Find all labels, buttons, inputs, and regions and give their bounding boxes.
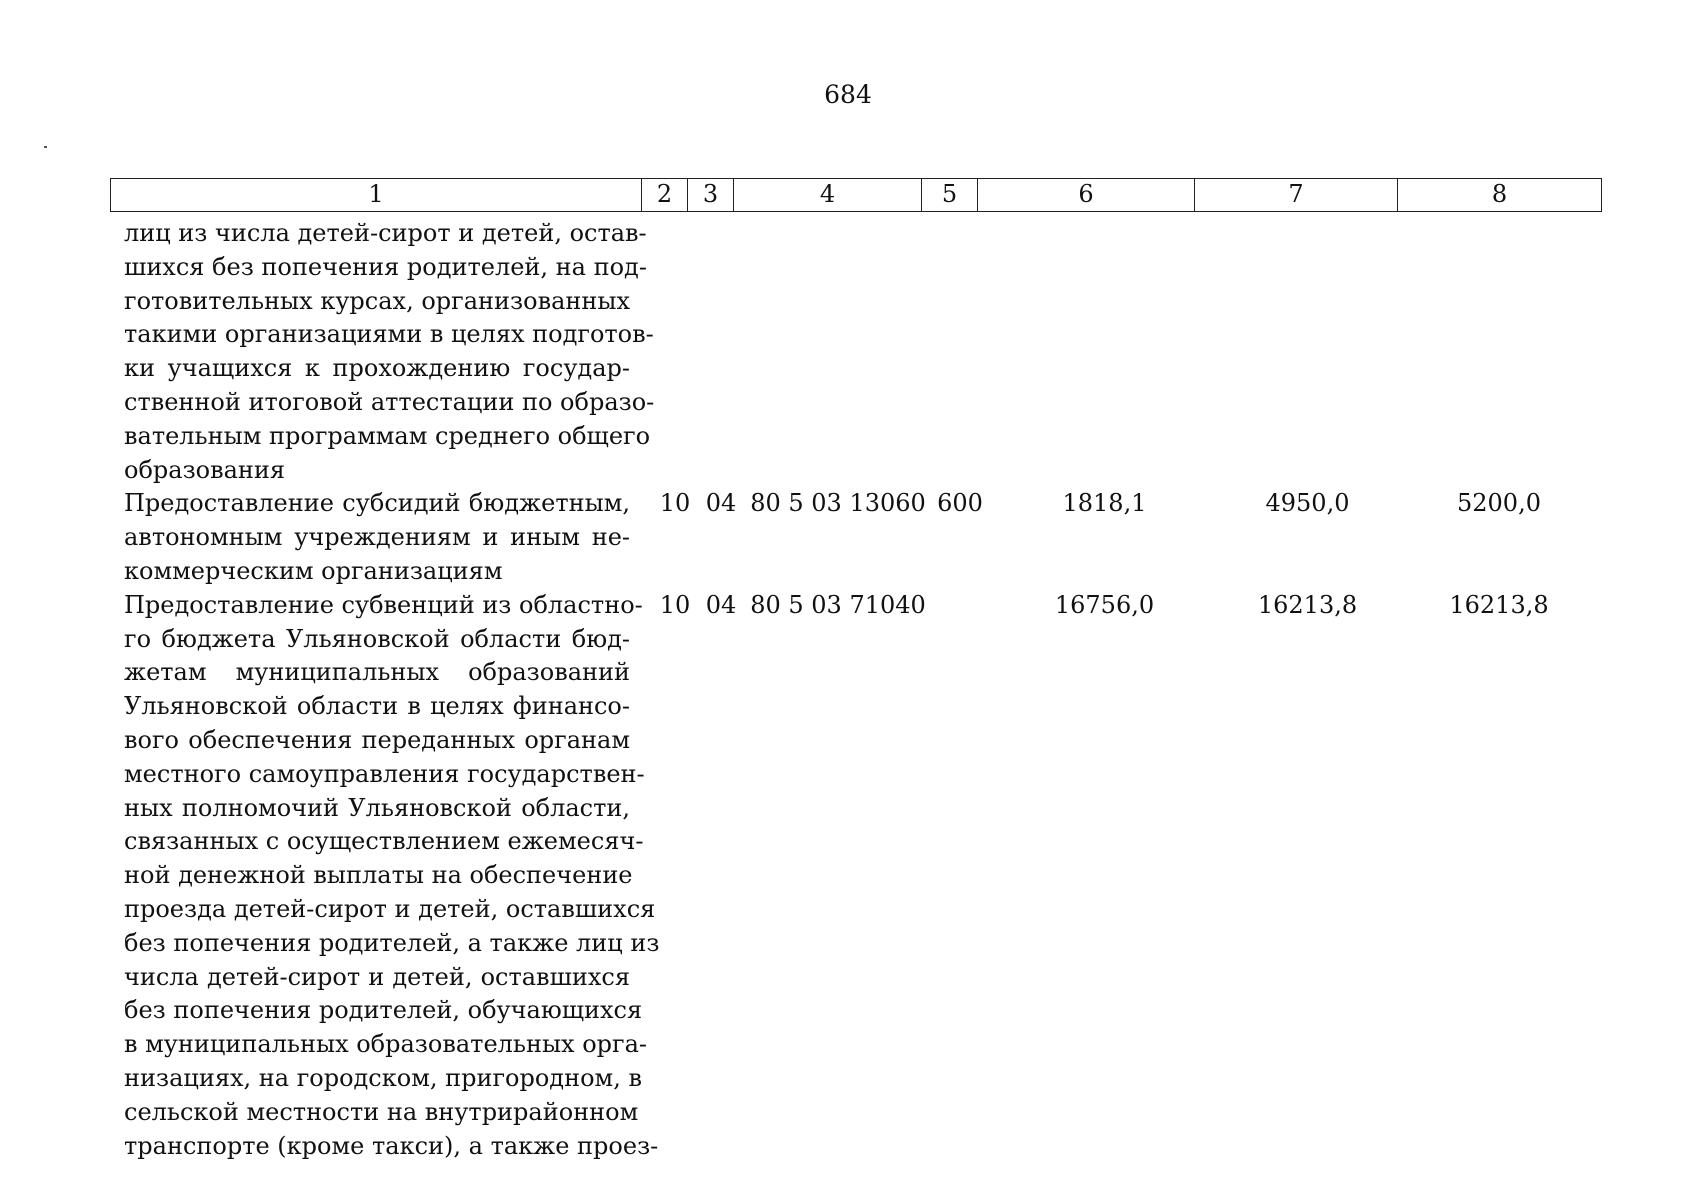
row-description	[124, 589, 660, 1164]
amount-col-6: 16756,0	[1054, 590, 1155, 619]
expense-type-code: 600	[937, 489, 983, 518]
description-line: числа детей-сирот и детей, оставшихся	[124, 962, 630, 991]
description-line: сельской местности на внутрирайонном	[124, 1097, 639, 1126]
row-description	[124, 217, 655, 487]
description-line: связанных с осуществлением ежемесяч-	[124, 827, 644, 856]
description-line: готовительных курсах, организованных	[124, 286, 631, 315]
scan-mark	[44, 146, 47, 148]
description-line: ной денежной выплаты на обеспечение	[124, 861, 633, 890]
amount-col-7: 16213,8	[1257, 590, 1358, 619]
table-row	[124, 589, 1602, 1164]
description-line: го бюджета Ульяновской области бюд-	[124, 624, 630, 653]
section-code: 10	[659, 489, 691, 518]
description-line: такими организациями в целях подготов-	[124, 320, 654, 349]
header-col-7: 7	[1195, 179, 1398, 211]
header-col-5: 5	[922, 179, 978, 211]
header-col-8: 8	[1491, 180, 1508, 208]
description-line: в муниципальных образовательных орга-	[124, 1030, 648, 1059]
target-article-code: 80 5 03 13060	[750, 489, 926, 518]
amount-col-6: 1818,1	[1062, 489, 1147, 518]
description-line: ки учащихся к прохождению государ-	[124, 354, 630, 383]
description-line: коммерческим организациям	[124, 556, 503, 585]
description-line: ных полномочий Ульяновской области,	[124, 793, 630, 822]
description-line: Ульяновской области в целях финансо-	[124, 692, 630, 721]
description-line: Предоставление субсидий бюджетным,	[124, 489, 630, 518]
description-line: низациях, на городском, пригородном, в	[124, 1063, 642, 1092]
header-col-2: 2	[642, 179, 688, 211]
table-header	[110, 178, 1602, 212]
subsection-code: 04	[705, 489, 737, 518]
header-col-6: 6	[978, 179, 1195, 211]
description-line: вательным программам среднего общего	[124, 421, 651, 450]
description-line: ственной итоговой аттестации по образо-	[124, 387, 655, 416]
description-line: вого обеспечения переданных органам	[124, 725, 630, 754]
header-col-1: 1	[111, 179, 642, 211]
description-line: Предоставление субвенций из областно-	[124, 590, 643, 619]
page-number: 684	[824, 80, 872, 109]
amount-col-8: 5200,0	[1457, 489, 1541, 518]
row-description	[124, 487, 630, 588]
table-row	[124, 217, 1602, 487]
amount-col-8: 16213,8	[1449, 590, 1549, 619]
description-line: образования	[124, 455, 286, 484]
description-line: автономным учреждениям и иным не-	[124, 523, 630, 552]
target-article-code: 80 5 03 71040	[750, 590, 926, 619]
description-line: лиц из числа детей-сирот и детей, остав-	[124, 219, 647, 247]
description-line: местного самоуправления государствен-	[124, 759, 645, 788]
description-line: шихся без попечения родителей, на под-	[124, 252, 647, 281]
description-line: транспорте (кроме такси), а также проез-	[124, 1131, 659, 1160]
description-line: без попечения родителей, обучающихся	[124, 996, 643, 1025]
header-col-3: 3	[688, 179, 734, 211]
subsection-code: 04	[705, 590, 737, 619]
amount-col-7: 4950,0	[1265, 489, 1350, 518]
description-line: жетам муниципальных образований	[124, 658, 630, 687]
description-line: проезда детей-сирот и детей, оставшихся	[124, 894, 656, 923]
section-code: 10	[659, 590, 691, 619]
description-line: без попечения родителей, а также лиц из	[124, 928, 660, 957]
table-body	[124, 217, 1602, 1163]
table-row	[124, 487, 1602, 588]
header-col-4: 4	[734, 179, 922, 211]
